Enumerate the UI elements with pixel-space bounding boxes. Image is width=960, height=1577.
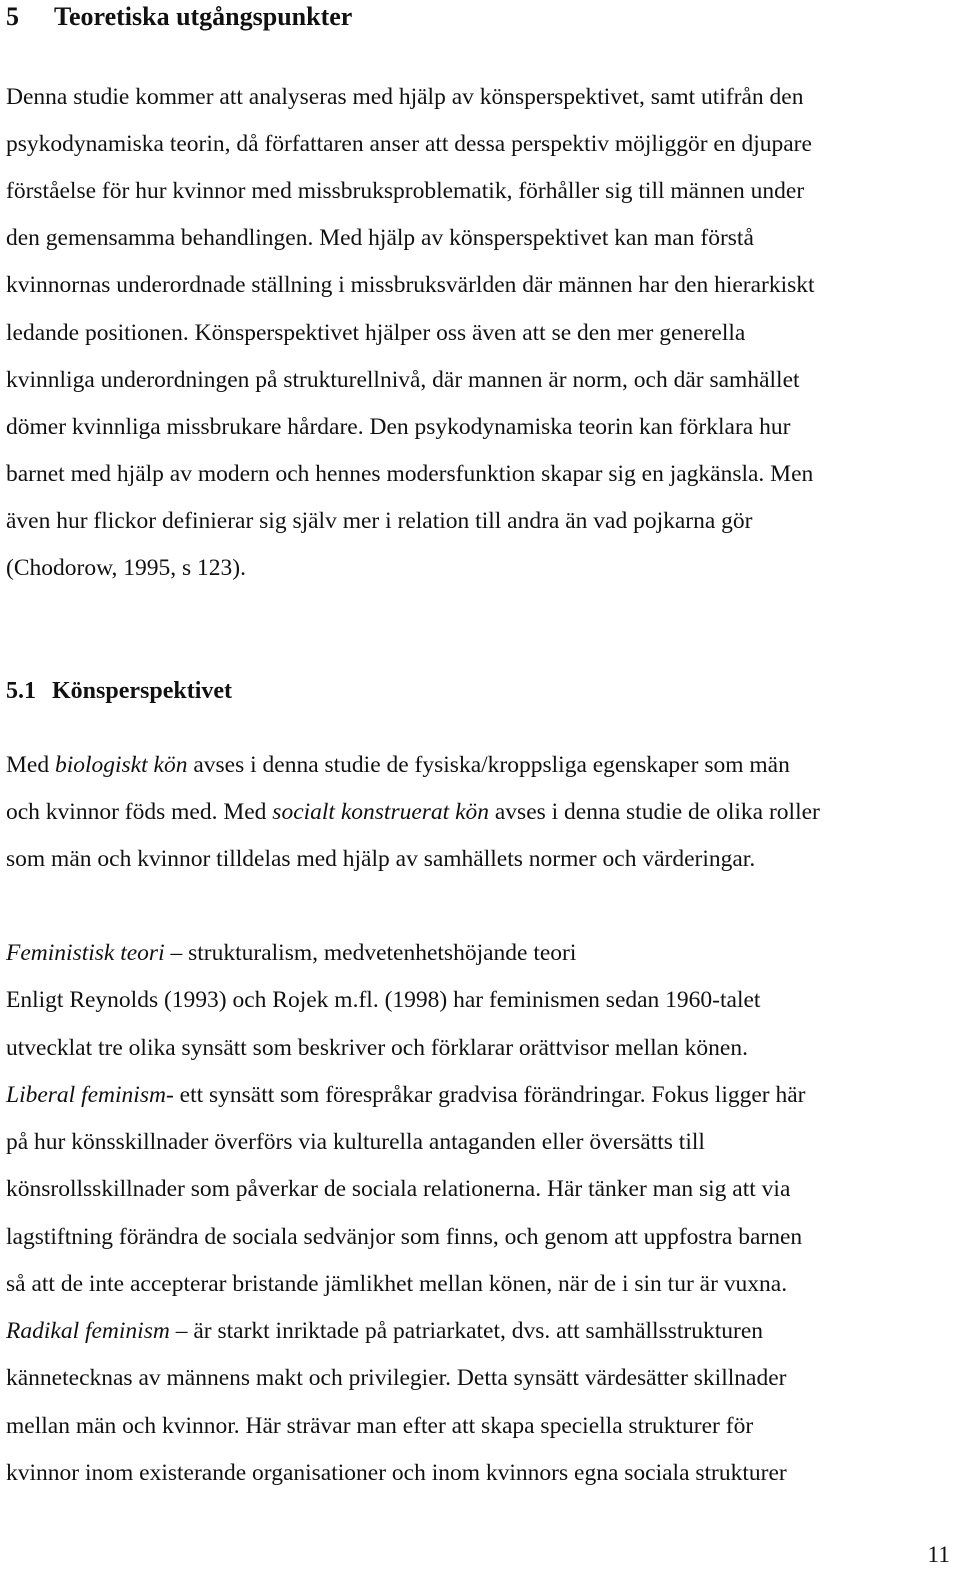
italic-term: socialt konstruerat kön — [272, 799, 489, 825]
intro-line: dömer kvinnliga missbrukare hårdare. Den psykodynamiska teorin kan förklara hur — [6, 414, 791, 440]
body-line: könsrollsskillnader som påverkar de sociala relationerna. Här tänker man sig att via — [6, 1176, 791, 1202]
intro-line: Denna studie kommer att analyseras med hjälp av könsperspektivet, samt utifrån den — [6, 84, 804, 110]
intro-line: kvinnliga underordningen på strukturellnivå, där mannen är norm, och där samhället — [6, 367, 800, 393]
body-line: så att de inte accepterar bristande jämlikhet mellan könen, när de i sin tur är vuxna. — [6, 1271, 788, 1297]
body-line: Enligt Reynolds (1993) och Rojek m.fl. (1998) har feminismen sedan 1960-talet — [6, 987, 761, 1013]
italic-term: Feministisk teori — [6, 940, 165, 966]
body-line — [6, 1316, 763, 1346]
text-run: – är starkt inriktade på patriarkatet, dvs. att samhällsstrukturen — [169, 1318, 764, 1344]
section-number: 5 — [6, 2, 19, 31]
text-run: och kvinnor föds med. Med — [6, 799, 273, 825]
body-line: utvecklat tre olika synsätt som beskriver och förklarar orättvisor mellan könen. — [6, 1035, 748, 1061]
page-number: 11 — [927, 1542, 950, 1568]
subsection-number: 5.1 — [6, 678, 36, 704]
italic-term: biologiskt kön — [54, 752, 188, 778]
body-line: på hur könsskillnader överförs via kulturella antaganden eller översätts till — [6, 1129, 705, 1155]
intro-line: barnet med hjälp av modern och hennes modersfunktion skapar sig en jagkänsla. Men — [6, 461, 814, 487]
body-line: kvinnor inom existerande organisationer och inom kvinnors egna sociala strukturer — [6, 1460, 787, 1486]
text-run: avses i denna studie de fysiska/kroppsliga egenskaper som män — [187, 752, 790, 778]
intro-line: psykodynamiska teorin, då författaren anser att dessa perspektiv möjliggör en djupare — [6, 131, 812, 157]
body-line: mellan män och kvinnor. Här strävar man efter att skapa speciella strukturer för — [6, 1413, 754, 1439]
intro-line: förståelse för hur kvinnor med missbruksproblematik, förhåller sig till männen under — [6, 178, 805, 204]
intro-line: ledande positionen. Könsperspektivet hjälper oss även att se den mer generella — [6, 320, 746, 346]
section-heading — [6, 0, 352, 34]
feminist-theory-heading — [6, 938, 576, 968]
italic-term: Liberal feminism — [6, 1082, 166, 1108]
text-run: avses i denna studie de olika roller — [489, 799, 820, 825]
definition-line — [6, 797, 820, 827]
intro-line: även hur flickor definierar sig själv mer i relation till andra än vad pojkarna gör — [6, 508, 753, 534]
italic-term: Radikal feminism — [6, 1318, 170, 1344]
section-title: Teoretiska utgångspunkter — [54, 2, 353, 31]
body-line: lagstiftning förändra de sociala sedvänjor som finns, och genom att uppfostra barnen — [6, 1224, 803, 1250]
intro-line: (Chodorow, 1995, s 123). — [6, 555, 246, 581]
body-line: kännetecknas av männens makt och privilegier. Detta synsätt värdesätter skillnader — [6, 1365, 787, 1391]
definition-line — [6, 750, 790, 780]
subsection-title: Könsperspektivet — [52, 678, 232, 704]
text-run: - ett synsätt som förespråkar gradvisa förändringar. Fokus ligger här — [165, 1082, 806, 1108]
text-run: Med — [6, 752, 55, 778]
intro-line: kvinnornas underordnade ställning i missbruksvärlden där männen har den hierarkiskt — [6, 272, 815, 298]
subsection-heading — [6, 674, 232, 708]
body-line — [6, 1080, 806, 1110]
text-run: – strukturalism, medvetenhetshöjande teori — [164, 940, 577, 966]
definition-line: som män och kvinnor tilldelas med hjälp av samhällets normer och värderingar. — [6, 846, 756, 872]
intro-line: den gemensamma behandlingen. Med hjälp av könsperspektivet kan man förstå — [6, 225, 754, 251]
